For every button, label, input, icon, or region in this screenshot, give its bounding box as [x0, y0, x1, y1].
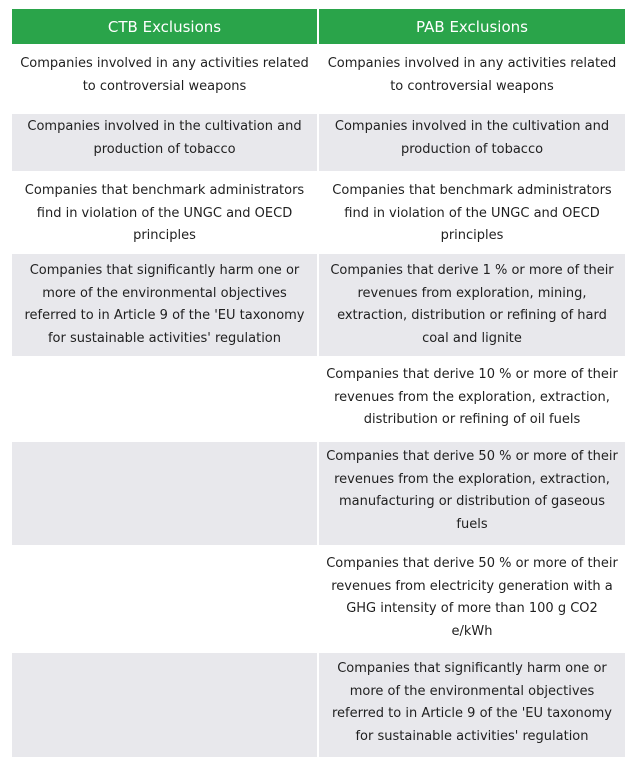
pab-cell: Companies that derive 50 % or more of their revenues from the exploration, extraction, manufacturing or distribution of gaseous fuels [318, 442, 625, 545]
pab-cell: Companies that benchmark administrators find in violation of the UNGC and OECD principles [332, 183, 612, 243]
pab-cell: Companies that derive 1 % or more of their revenues from exploration, mining, extraction, distribution or refining of hard coal and lignite [318, 254, 625, 356]
table-row [12, 653, 625, 757]
pab-cell: Companies that significantly harm one or more of the environmental objectives referred to in Article 9 of the 'EU taxonomy for sustainable activities' regulation [318, 653, 625, 757]
table-row [12, 254, 625, 356]
ctb-cell: Companies that benchmark administrators find in violation of the UNGC and OECD principles [12, 171, 318, 254]
ctb-cell [12, 545, 318, 653]
exclusions-table [12, 9, 625, 757]
ctb-cell: Companies involved in any activities related to controversial weapons [12, 44, 318, 114]
ctb-cell: Companies that significantly harm one or more of the environmental objectives referred to in Article 9 of the 'EU taxonomy for sustainable activities' regulation [12, 254, 318, 356]
pab-cell: Companies involved in any activities related to controversial weapons [327, 56, 617, 94]
table-row [12, 356, 625, 442]
pab-exclusions-header: PAB Exclusions [318, 9, 625, 44]
table-header-row [12, 9, 625, 44]
pab-cell: Companies that derive 50 % or more of their revenues from electricity generation with a GHG intensity of more than 100 g CO2 e/kWh [326, 556, 618, 639]
ctb-exclusions-header: CTB Exclusions [12, 9, 318, 44]
table-row [12, 545, 625, 653]
table-row [12, 171, 625, 254]
exclusions-table-container [12, 9, 625, 757]
pab-cell: Companies involved in the cultivation and production of tobacco [318, 114, 625, 171]
ctb-cell [12, 653, 318, 757]
table-row [12, 114, 625, 171]
ctb-cell [12, 356, 318, 442]
pab-cell: Companies that derive 10 % or more of their revenues from the exploration, extraction, distribution or refining of oil fuels [326, 367, 618, 427]
table-row [12, 442, 625, 545]
table-row [12, 44, 625, 114]
ctb-cell [12, 442, 318, 545]
ctb-cell: Companies involved in the cultivation and production of tobacco [12, 114, 318, 171]
